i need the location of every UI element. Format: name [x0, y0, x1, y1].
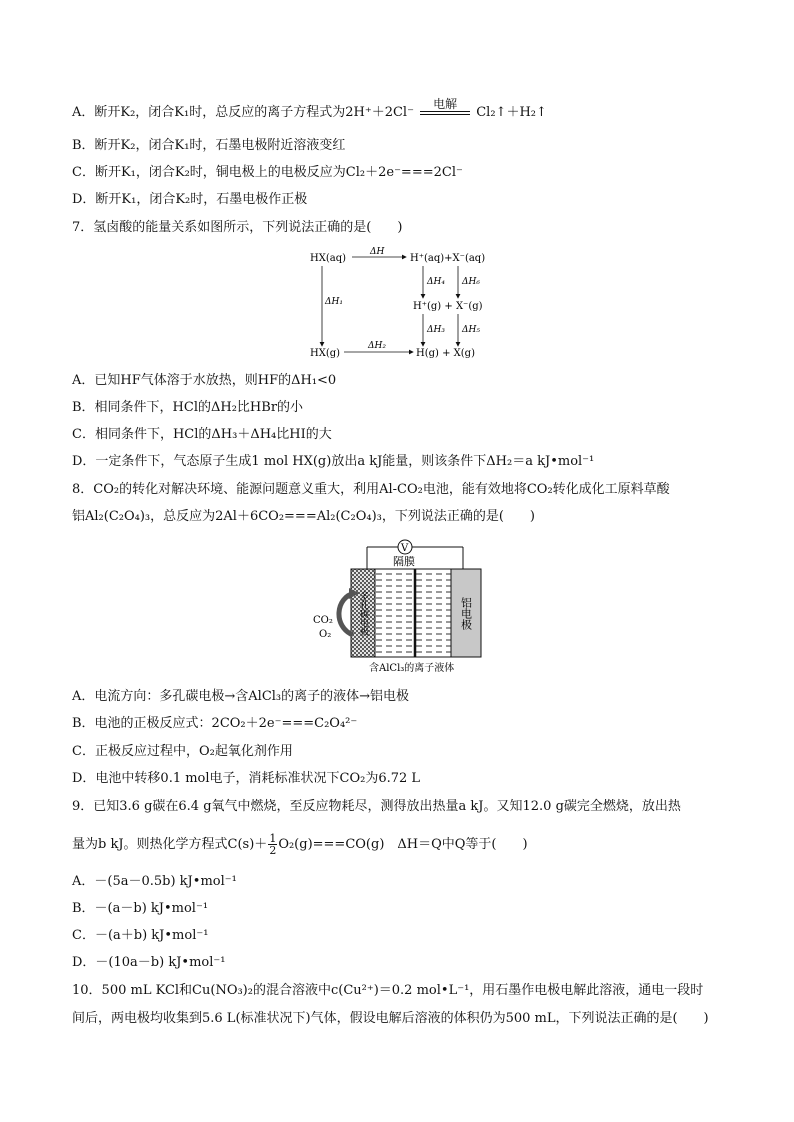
energy-cycle-diagram — [300, 246, 520, 364]
q7-option-a: A．已知HF气体溶于水放热，则HF的ΔH₁<0 — [72, 373, 337, 388]
co2-label: CO₂ — [313, 615, 333, 626]
fraction-numerator: 1 — [269, 832, 277, 845]
q8-stem-line1: 8．CO₂的转化对解决环境、能源问题意义重大，利用Al-CO₂电池，能有效地将CO₂转化成化工原料草酸 — [72, 482, 670, 497]
label-hx-aq: HX(aq) — [310, 253, 347, 264]
q9-option-d: D．－(10a－b) kJ•mol⁻¹ — [72, 955, 226, 970]
q6-option-a-text: A．断开K₂，闭合K₁时，总反应的离子方程式为2H⁺＋2Cl⁻ — [72, 105, 414, 120]
label-atoms-g: H(g) + X(g) — [416, 348, 475, 359]
q9-stem-line2 — [72, 833, 528, 856]
q6-option-b: B．断开K₂，闭合K₁时，石墨电极附近溶液变红 — [72, 138, 346, 153]
electrolysis-arrow — [420, 96, 470, 115]
q8-option-c: C．正极反应过程中，O₂起氧化剂作用 — [72, 744, 293, 759]
fraction-denominator: 2 — [269, 844, 277, 857]
o2-label: O₂ — [319, 629, 332, 640]
q10-stem-line1: 10．500 mL KCl和Cu(NO₃)₂的混合溶液中c(Cu²⁺)＝0.2 mol•L⁻¹，用石墨作电极电解此溶液，通电一段时 — [72, 983, 704, 998]
q8-option-b: B．电池的正极反应式：2CO₂＋2e⁻===C₂O₄²⁻ — [72, 716, 358, 731]
label-dh6: ΔH₆ — [462, 277, 480, 287]
q10-stem-line2: 间后，两电极均收集到5.6 L(标准状况下)气体，假设电解后溶液的体积仍为500 mL，下列说法正确的是( ) — [72, 1011, 709, 1026]
battery-diagram — [305, 535, 505, 675]
label-dh4: ΔH₄ — [427, 277, 445, 287]
q9-option-a: A．－(5a－0.5b) kJ•mol⁻¹ — [72, 874, 237, 889]
label-dh: ΔH — [370, 247, 385, 257]
label-dh2: ΔH₂ — [368, 341, 386, 351]
membrane-label: 隔膜 — [393, 555, 415, 568]
half-fraction — [268, 833, 277, 856]
q7-stem: 7．氢卤酸的能量关系如图所示，下列说法正确的是( ) — [72, 220, 403, 235]
q9-stem-post: O₂(g)===CO(g) ΔH＝Q中Q等于( ) — [278, 837, 528, 852]
label-dh1: ΔH₁ — [325, 297, 343, 307]
porous-carbon-label: 多孔碳电极 — [358, 591, 368, 636]
q7-option-d: D．一定条件下，气态原子生成1 mol HX(g)放出a kJ能量，则该条件下ΔH₂＝a kJ•mol⁻¹ — [72, 454, 595, 469]
q8-option-a: A．电流方向：多孔碳电极→含AlCl₃的离子的液体→铝电极 — [72, 689, 410, 704]
q9-option-b: B．－(a－b) kJ•mol⁻¹ — [72, 901, 209, 916]
q9-stem-line1: 9．已知3.6 g碳在6.4 g氧气中燃烧，至反应物耗尽，测得放出热量a kJ。又知12.0 g碳完全燃烧，放出热 — [72, 799, 681, 814]
q6-option-c: C．断开K₁，闭合K₂时，铜电极上的电极反应为Cl₂＋2e⁻===2Cl⁻ — [72, 165, 463, 180]
q6-option-d: D．断开K₁，闭合K₂时，石墨电极作正极 — [72, 192, 308, 207]
q7-option-b: B．相同条件下，HCl的ΔH₂比HBr的小 — [72, 400, 304, 415]
voltmeter-label: V — [401, 543, 409, 554]
q7-option-c: C．相同条件下，HCl的ΔH₃＋ΔH₄比HI的大 — [72, 427, 332, 442]
q9-stem-pre: 量为b kJ。则热化学方程式C(s)＋ — [72, 837, 268, 852]
label-hx-g: HX(g) — [310, 348, 341, 359]
aluminum-electrode-label: 铝电极 — [459, 597, 473, 630]
q6-option-a-products: Cl₂↑＋H₂↑ — [476, 105, 547, 120]
label-ions-aq: H⁺(aq)+X⁻(aq) — [410, 253, 486, 264]
q6-option-a — [72, 96, 547, 122]
q8-option-d: D．电池中转移0.1 mol电子，消耗标准状况下CO₂为6.72 L — [72, 771, 421, 786]
label-dh3: ΔH₃ — [427, 325, 445, 335]
q8-stem-line2: 铝Al₂(C₂O₄)₃，总反应为2Al＋6CO₂===Al₂(C₂O₄)₃，下列说法正确的是( ) — [72, 509, 536, 524]
electrolysis-label: 电解 — [433, 96, 458, 111]
label-ions-g: H⁺(g) + X⁻(g) — [413, 301, 483, 312]
q9-option-c: C．－(a＋b) kJ•mol⁻¹ — [72, 928, 209, 943]
ionic-liquid-label: 含AlCl₃的离子液体 — [369, 663, 455, 674]
label-dh5: ΔH₅ — [462, 325, 480, 335]
